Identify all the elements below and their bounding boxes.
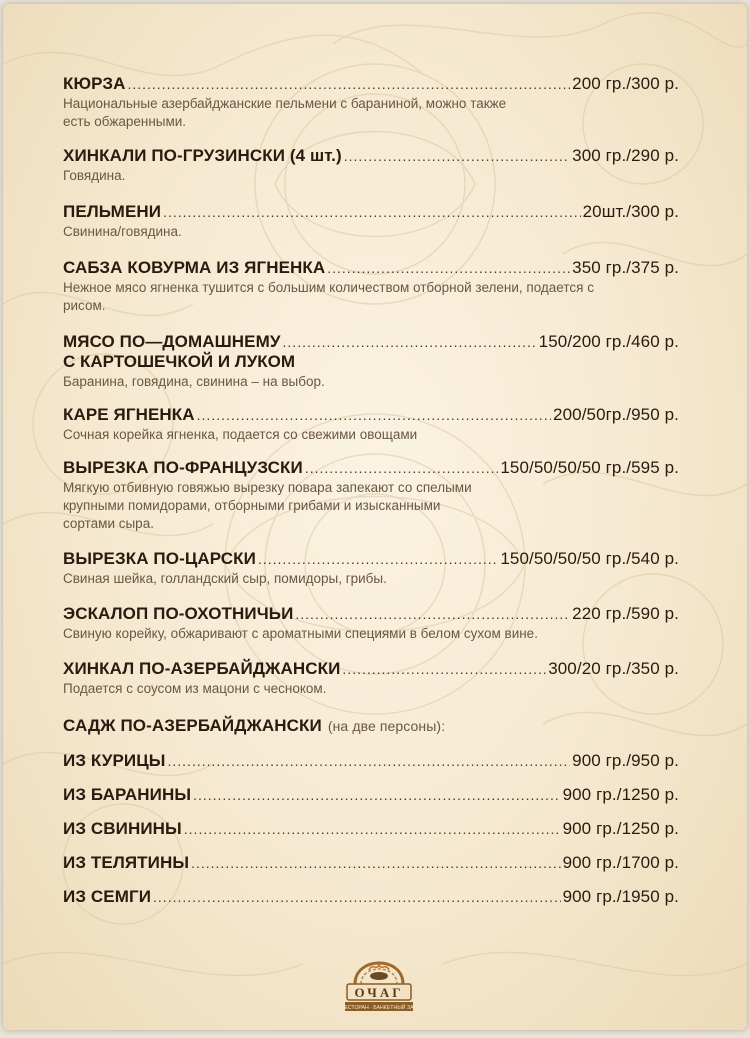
menu-item (63, 549, 679, 588)
dot-leader (327, 258, 570, 278)
dot-leader (153, 887, 561, 907)
dish-name-line2: С КАРТОШЕЧКОЙ И ЛУКОМ (63, 352, 296, 371)
menu-item (63, 659, 679, 698)
menu-item (63, 332, 679, 391)
dot-leader (342, 659, 546, 679)
dish-price: 350 гр./375 р. (572, 258, 679, 277)
dot-leader (168, 751, 571, 771)
menu-item (63, 258, 679, 315)
dish-description: Свиная шейка, голландский сыр, помидоры, грибы. (63, 571, 387, 586)
dish-price: 200 гр./300 р. (572, 74, 679, 93)
sadj-item (63, 887, 679, 907)
dish-price: 300/20 гр./350 р. (548, 659, 679, 678)
dot-leader (283, 332, 537, 352)
dish-description: Баранина, говядина, свинина – на выбор. (63, 374, 325, 389)
dish-name: ХИНКАЛ ПО-АЗЕРБАЙДЖАНСКИ (63, 659, 341, 678)
dish-name: ИЗ КУРИЦЫ (63, 751, 166, 770)
sadj-header (63, 716, 679, 736)
sadj-item (63, 853, 679, 873)
logo-text: ОЧАГ (354, 985, 404, 1000)
dish-name: ВЫРЕЗКА ПО-ЦАРСКИ (63, 549, 256, 568)
dish-name: ИЗ ТЕЛЯТИНЫ (63, 853, 190, 872)
dish-description: Сочная корейка ягненка, подается со свежими овощами (63, 427, 418, 442)
menu-item (63, 458, 679, 533)
sadj-note: (на две персоны): (327, 718, 446, 734)
dish-name: ИЗ БАРАНИНЫ (63, 785, 192, 804)
dot-leader (295, 604, 570, 624)
dish-price: 900 гр./950 р. (572, 751, 679, 770)
dish-description: Свиную корейку, обжаривают с ароматными специями в белом сухом вине. (63, 626, 538, 641)
dish-price: 150/50/50/50 гр./540 р. (500, 549, 679, 568)
restaurant-logo (339, 942, 419, 1018)
dot-leader (191, 853, 560, 873)
dot-leader (305, 458, 499, 478)
menu-item (63, 74, 679, 131)
menu-item (63, 604, 679, 643)
dish-name: ИЗ СВИНИНЫ (63, 819, 182, 838)
menu-item (63, 405, 679, 444)
sadj-item (63, 785, 679, 805)
dot-leader (197, 405, 551, 425)
dish-description: Подается с соусом из мацони с чесноком. (63, 681, 327, 696)
dish-price: 900 гр./1250 р. (562, 785, 679, 804)
dot-leader (184, 819, 561, 839)
dot-leader (344, 146, 570, 166)
dish-price: 900 гр./1950 р. (562, 887, 679, 906)
dish-price: 220 гр./590 р. (572, 604, 679, 623)
dish-price: 150/50/50/50 гр./595 р. (500, 458, 679, 477)
menu-item (63, 146, 679, 185)
dish-name: ИЗ СЕМГИ (63, 887, 152, 906)
dish-description: Мягкую отбивную говяжью вырезку повара запекают со спелыми крупными помидорами, отборными грибами и изысканными сортами сыра. (63, 480, 472, 531)
dish-price: 200/50гр./950 р. (553, 405, 679, 424)
logo-subtitle: РЕСТОРАН · БАНКЕТНЫЙ ЗАЛ (340, 1005, 418, 1011)
dish-price: 150/200 гр./460 р. (538, 332, 679, 351)
dot-leader (127, 74, 570, 94)
sadj-item (63, 751, 679, 771)
dish-price: 20шт./300 р. (582, 202, 679, 221)
menu-page (3, 4, 747, 1030)
dot-leader (193, 785, 561, 805)
dish-description: Нежное мясо ягненка тушится с большим количеством отборной зелени, подается с рисом. (63, 280, 594, 313)
dish-description: Говядина. (63, 168, 126, 183)
dish-name: КАРЕ ЯГНЕНКА (63, 405, 195, 424)
dish-name: САБЗА КОВУРМА ИЗ ЯГНЕНКА (63, 258, 326, 277)
dish-description: Свинина/говядина. (63, 224, 182, 239)
dot-leader (163, 202, 581, 222)
dish-name: ЭСКАЛОП ПО-ОХОТНИЧЬИ (63, 604, 294, 623)
dish-description: Национальные азербайджанские пельмени с бараниной, можно также есть обжаренными. (63, 96, 507, 129)
dot-leader (258, 549, 498, 569)
menu-list (63, 74, 679, 907)
dish-name: ПЕЛЬМЕНИ (63, 202, 162, 221)
dish-price: 300 гр./290 р. (572, 146, 679, 165)
dish-price: 900 гр./1700 р. (562, 853, 679, 872)
sadj-title: САДЖ ПО-АЗЕРБАЙДЖАНСКИ (63, 716, 322, 735)
dish-name: ХИНКАЛИ ПО-ГРУЗИНСКИ (4 шт.) (63, 146, 342, 165)
menu-item (63, 202, 679, 241)
dish-price: 900 гр./1250 р. (562, 819, 679, 838)
sadj-item (63, 819, 679, 839)
dish-name: КЮРЗА (63, 74, 126, 93)
dish-name: ВЫРЕЗКА ПО-ФРАНЦУЗСКИ (63, 458, 303, 477)
dish-name: МЯСО ПО—ДОМАШНЕМУ (63, 332, 281, 351)
